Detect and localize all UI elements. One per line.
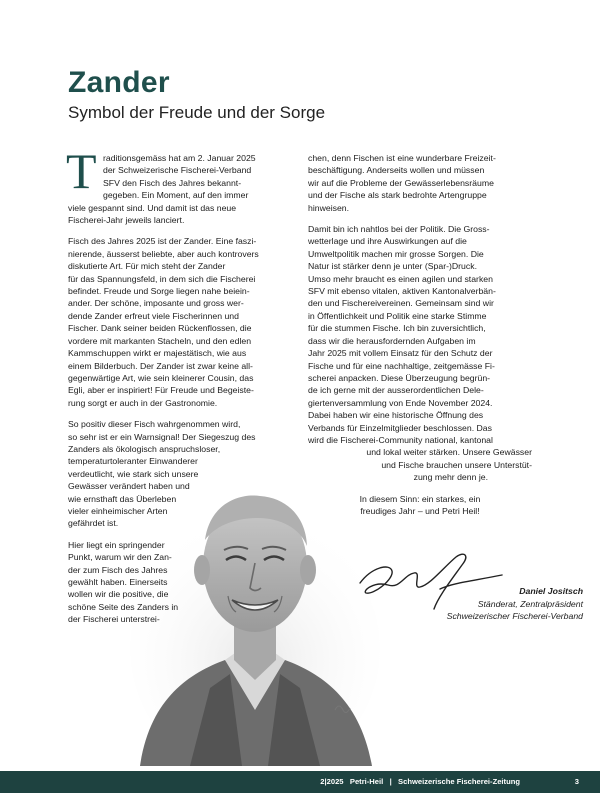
text-line: der Schweizerische Fischerei-Verband <box>103 165 252 176</box>
text-line: diskutierte Art. Für mich steht der Zander <box>68 261 226 272</box>
paragraph <box>308 223 532 484</box>
text-line: gewählt haben. Einerseits <box>68 577 168 587</box>
text-line: Verbands für Einzelmitglieder beschlossen. Das <box>308 422 492 433</box>
text-line: scherei anpacken. Diese Überzeugung begrün- <box>308 372 491 383</box>
article-title: Zander <box>68 66 170 99</box>
page-footer <box>0 771 600 793</box>
text-line: in Öffentlichkeit und Politik eine starke Stimme <box>308 310 487 321</box>
text-line: verdeutlicht, wie stark sich unsere <box>68 468 199 479</box>
paragraph <box>68 152 304 226</box>
text-line: temperaturtoleranter Einwanderer <box>68 456 198 467</box>
text-line: für das Spannungsfeld, in dem sich die Fischerei <box>68 273 256 284</box>
text-line: wetterlage und ihre Auswirkungen auf die <box>308 236 467 247</box>
text-line: giertenversammlung von Ende November 2024. <box>308 397 493 408</box>
text-line: Egli, aber er inspiriert! Für Freude und Begeiste- <box>68 385 254 396</box>
signature-name: Daniel Jositsch <box>519 586 583 596</box>
text-line: einem Bilderbuch. Der Zander ist zwar keine all- <box>68 360 253 371</box>
text-line: chen, denn Fischen ist eine wunderbare Freizeit- <box>308 153 496 163</box>
text-line: nierende, äusserst beliebte, aber auch kontrovers <box>68 248 259 259</box>
text-line: gegenwärtige Art, wie sein kleinerer Cousin, das <box>68 372 254 383</box>
text-line: Hier liegt ein springender <box>68 539 165 550</box>
article-column-right <box>308 152 532 526</box>
text-line: zung mehr denn je. <box>413 472 488 483</box>
text-line: SFV mit ebenso vitalen, aktiven Kantonalverbän- <box>308 286 496 297</box>
text-line: ander. Der schöne, imposante und gross wer- <box>68 298 244 309</box>
text-line: und lokal weiter stärken. Unsere Gewässer <box>366 447 532 458</box>
text-line: Fische und für eine nachhaltige, zeitgemässe Fi- <box>308 360 495 371</box>
text-line: Natur ist stärker denn je unter (Spar-)Druck. <box>308 261 477 272</box>
text-line: freudiges Jahr – und Petri Heil! <box>360 505 480 516</box>
text-line: rung sorgt er auch in der Gastronomie. <box>68 397 218 408</box>
signature-organisation: Schweizerischer Fischerei-Verband <box>446 611 583 622</box>
text-line: Fisch des Jahres 2025 ist der Zander. Eine faszi- <box>68 236 257 247</box>
text-line: den und Fischereivereinen. Gemeinsam sind wir <box>308 298 494 309</box>
text-line: hinweisen. <box>308 202 350 213</box>
page-number: 3 <box>574 777 579 786</box>
text-line: schöne Seite des Zanders in <box>68 601 179 612</box>
text-line: gegeben. Ein Moment, auf den immer <box>103 190 249 201</box>
text-line: vordere mit markanten Stacheln, und den edlen <box>68 335 252 346</box>
paragraph <box>68 539 304 626</box>
signature-block <box>447 585 583 623</box>
text-line: Dabei haben wir eine historische Öffnung des <box>308 410 484 421</box>
text-line: de ich gerne mit der ausserordentlichen Dele- <box>308 385 484 396</box>
text-line: In diesem Sinn: ein starkes, ein <box>359 493 481 504</box>
text-line: dende Zander erfreut viele Fischerinnen und <box>68 310 239 321</box>
text-line: Umso mehr braucht es einen agilen und starken <box>308 273 493 284</box>
footer-publisher: Schweizerische Fischerei-Zeitung <box>398 777 520 786</box>
paragraph <box>308 493 532 518</box>
text-line: gefährdet ist. <box>68 518 119 529</box>
signature-role: Ständerat, Zentralpräsident <box>477 598 583 609</box>
text-line: Kammschuppen wirkt er majestätisch, wie aus <box>68 348 247 359</box>
drop-cap: T <box>66 143 97 199</box>
text-line: Umweltpolitik machen mir grosse Sorgen. Die <box>308 248 484 259</box>
text-line: so sehr ist er ein Warnsignal! Der Siegeszug des <box>68 431 256 442</box>
text-line: für die stummen Fische. Ich bin zuversichtlich, <box>308 323 486 334</box>
text-line: wir auf die Probleme der Gewässerlebensräume <box>308 177 494 188</box>
text-line: vieler einheimischer Arten <box>68 505 168 516</box>
article-column-left <box>68 152 304 635</box>
text-line: wie ernsthaft das Überleben <box>68 493 177 504</box>
text-line: raditionsgemäss hat am 2. Januar 2025 <box>103 153 256 163</box>
article-subtitle: Symbol der Freude und der Sorge <box>68 103 326 122</box>
text-line: und der Fische als stark bedrohte Artengruppe <box>308 190 487 201</box>
text-line: beschäftigung. Anderseits wollen und müssen <box>308 165 485 176</box>
text-line: der Fischerei unterstrei- <box>68 614 160 625</box>
text-line: und Fische brauchen unsere Unterstüt- <box>381 459 532 470</box>
text-line: wird die Fischerei-Community national, kantonal <box>308 434 493 445</box>
footer-magazine: Petri-Heil <box>349 777 384 786</box>
paragraph <box>68 235 304 409</box>
text-line: SFV den Fisch des Jahres bekannt- <box>103 177 242 188</box>
text-line: So positiv dieser Fisch wahrgenommen wird, <box>68 419 241 430</box>
text-line: Gewässer verändert haben und <box>68 481 190 492</box>
text-line: Fischer. Dank seiner beiden Rückenflossen, die <box>68 323 252 334</box>
paragraph <box>68 418 304 530</box>
text-line: Zanders als ökologisch anspruchsloser, <box>68 443 221 454</box>
text-line: dass wir die herausfordernden Aufgaben im <box>308 335 476 346</box>
footer-separator: | <box>389 777 392 786</box>
text-line: viele gespannt sind. Und damit ist das neue <box>68 202 237 213</box>
text-line: Damit bin ich nahtlos bei der Politik. Die Gross- <box>308 224 490 235</box>
footer-issue: 2|2025 <box>320 777 344 786</box>
text-line: Jahr 2025 mit vollem Einsatz für den Schutz der <box>308 348 493 359</box>
text-line: der zum Fisch des Jahres <box>68 564 168 575</box>
text-line: befindet. Freude und Sorge liegen nahe beiein- <box>68 286 250 297</box>
text-line: wollen wir die positive, die <box>68 589 169 600</box>
text-line: Fischerei-Jahr jeweils lanciert. <box>68 215 185 226</box>
footer-publication <box>320 777 520 786</box>
paragraph <box>308 152 532 214</box>
text-line: Punkt, warum wir den Zan- <box>68 552 172 563</box>
